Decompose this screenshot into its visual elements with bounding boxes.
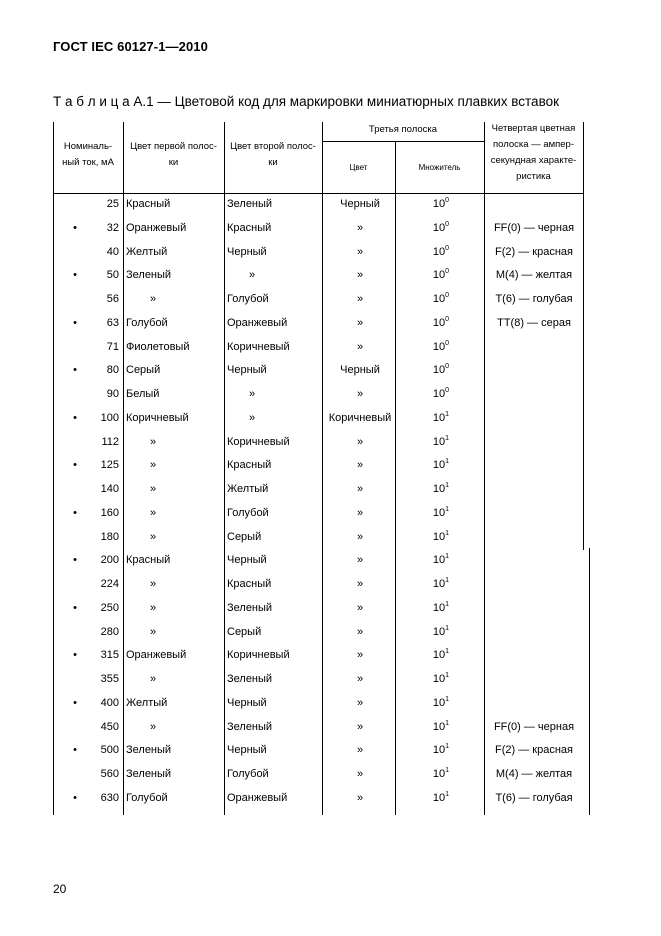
cell-fourth-band: M(4) — желтая bbox=[495, 768, 573, 780]
preferred-value-dot: • bbox=[73, 792, 77, 804]
nominal-value: 25 bbox=[106, 198, 119, 210]
column-divider bbox=[395, 141, 396, 815]
cell-second-band: Голубой bbox=[227, 293, 269, 305]
cell-third-band-color: » bbox=[356, 626, 364, 638]
header-second-band-line: Цвет второй полос- bbox=[230, 141, 316, 152]
cell-first-band: » bbox=[150, 578, 157, 590]
cell-second-band: Зеленый bbox=[227, 602, 273, 614]
preferred-value-dot: • bbox=[73, 222, 77, 234]
cell-multiplier bbox=[398, 387, 484, 401]
cell-third-band-color: » bbox=[356, 388, 364, 400]
cell-nominal bbox=[57, 458, 119, 472]
cell-multiplier bbox=[398, 601, 484, 615]
nominal-value: 200 bbox=[100, 554, 119, 566]
multiplier-exponent: 0 bbox=[445, 316, 450, 323]
nominal-value: 315 bbox=[100, 649, 119, 661]
cell-second-band: Голубой bbox=[227, 768, 269, 780]
cell-second-band: Оранжевый bbox=[227, 792, 288, 804]
cell-third-band-color: » bbox=[356, 317, 364, 329]
cell-second-band: » bbox=[249, 388, 256, 400]
cell-second-band: » bbox=[249, 269, 256, 281]
nominal-value: 180 bbox=[100, 531, 119, 543]
header-bottom-line bbox=[53, 193, 584, 194]
multiplier-base: 10 bbox=[432, 649, 446, 661]
multiplier-base: 10 bbox=[432, 531, 446, 543]
cell-multiplier bbox=[398, 292, 484, 306]
multiplier-base: 10 bbox=[432, 483, 446, 495]
cell-first-band: Желтый bbox=[126, 246, 168, 258]
header-third-multiplier: Множитель bbox=[418, 163, 461, 172]
multiplier-exponent: 0 bbox=[445, 387, 450, 394]
cell-third-band-color: » bbox=[356, 721, 364, 733]
cell-nominal bbox=[57, 363, 119, 377]
table-border-right bbox=[583, 122, 584, 550]
multiplier-exponent: 1 bbox=[445, 743, 450, 750]
cell-fourth-band: M(4) — желтая bbox=[495, 269, 573, 281]
multiplier-base: 10 bbox=[432, 697, 446, 709]
multiplier-base: 10 bbox=[432, 246, 446, 258]
cell-first-band: » bbox=[150, 507, 157, 519]
cell-nominal bbox=[57, 720, 119, 734]
cell-nominal bbox=[57, 245, 119, 259]
nominal-value: 140 bbox=[100, 483, 119, 495]
multiplier-exponent: 0 bbox=[445, 221, 450, 228]
cell-first-band: » bbox=[150, 459, 157, 471]
header-fourth-band bbox=[484, 121, 583, 185]
cell-nominal bbox=[57, 743, 119, 757]
multiplier-exponent: 0 bbox=[445, 292, 450, 299]
preferred-value-dot: • bbox=[73, 649, 77, 661]
multiplier-base: 10 bbox=[432, 768, 446, 780]
cell-third-band-color: » bbox=[356, 269, 364, 281]
nominal-value: 630 bbox=[100, 792, 119, 804]
nominal-value: 71 bbox=[106, 341, 119, 353]
preferred-value-dot: • bbox=[73, 412, 77, 424]
cell-third-band-color: » bbox=[356, 554, 364, 566]
cell-multiplier bbox=[398, 411, 484, 425]
cell-multiplier bbox=[398, 625, 484, 639]
cell-multiplier bbox=[398, 340, 484, 354]
nominal-value: 560 bbox=[100, 768, 119, 780]
cell-second-band: Красный bbox=[227, 578, 272, 590]
cell-third-band-color: » bbox=[356, 531, 364, 543]
cell-nominal bbox=[57, 387, 119, 401]
nominal-value: 90 bbox=[106, 388, 119, 400]
cell-third-band-color: » bbox=[356, 602, 364, 614]
nominal-value: 56 bbox=[106, 293, 119, 305]
multiplier-exponent: 1 bbox=[445, 577, 450, 584]
cell-second-band: Коричневый bbox=[227, 436, 290, 448]
cell-first-band: Зеленый bbox=[126, 744, 172, 756]
cell-multiplier bbox=[398, 245, 484, 259]
multiplier-base: 10 bbox=[432, 222, 446, 234]
cell-first-band: Коричневый bbox=[126, 412, 189, 424]
cell-second-band: » bbox=[249, 412, 256, 424]
nominal-value: 250 bbox=[100, 602, 119, 614]
nominal-value: 160 bbox=[100, 507, 119, 519]
multiplier-exponent: 0 bbox=[445, 197, 450, 204]
multiplier-exponent: 1 bbox=[445, 435, 450, 442]
column-divider bbox=[224, 122, 225, 815]
cell-first-band: Оранжевый bbox=[126, 649, 187, 661]
nominal-value: 224 bbox=[100, 578, 119, 590]
cell-third-band-color: » bbox=[356, 649, 364, 661]
cell-third-band-color: » bbox=[356, 792, 364, 804]
multiplier-exponent: 1 bbox=[445, 553, 450, 560]
cell-multiplier bbox=[398, 221, 484, 235]
multiplier-base: 10 bbox=[432, 744, 446, 756]
multiplier-exponent: 1 bbox=[445, 482, 450, 489]
cell-multiplier bbox=[398, 363, 484, 377]
cell-nominal bbox=[57, 268, 119, 282]
cell-fourth-band: FF(0) — черная bbox=[493, 721, 575, 733]
multiplier-exponent: 1 bbox=[445, 767, 450, 774]
cell-multiplier bbox=[398, 577, 484, 591]
cell-second-band: Черный bbox=[227, 697, 267, 709]
cell-fourth-band: FF(0) — черная bbox=[493, 222, 575, 234]
multiplier-exponent: 1 bbox=[445, 458, 450, 465]
page-number: 20 bbox=[53, 882, 67, 896]
cell-nominal bbox=[57, 292, 119, 306]
nominal-value: 50 bbox=[106, 269, 119, 281]
nominal-value: 40 bbox=[106, 246, 119, 258]
cell-multiplier bbox=[398, 482, 484, 496]
header-first-band-line: Цвет первой полос- bbox=[130, 141, 217, 152]
document-header: ГОСТ IEC 60127-1—2010 bbox=[53, 39, 208, 54]
cell-nominal bbox=[57, 767, 119, 781]
nominal-value: 280 bbox=[100, 626, 119, 638]
cell-multiplier bbox=[398, 720, 484, 734]
cell-first-band: Красный bbox=[126, 198, 171, 210]
preferred-value-dot: • bbox=[73, 269, 77, 281]
cell-fourth-band: F(2) — красная bbox=[495, 246, 573, 258]
cell-second-band: Серый bbox=[227, 531, 262, 543]
cell-first-band: Зеленый bbox=[126, 768, 172, 780]
multiplier-base: 10 bbox=[432, 507, 446, 519]
cell-nominal bbox=[57, 316, 119, 330]
multiplier-exponent: 1 bbox=[445, 601, 450, 608]
table-caption: Т а б л и ц а А.1 — Цветовой код для маркировки миниатюрных плавких вставок bbox=[53, 94, 559, 109]
cell-first-band: Голубой bbox=[126, 317, 168, 329]
cell-second-band: Коричневый bbox=[227, 341, 290, 353]
cell-second-band: Оранжевый bbox=[227, 317, 288, 329]
multiplier-base: 10 bbox=[432, 554, 446, 566]
cell-second-band: Красный bbox=[227, 222, 272, 234]
cell-third-band-color: » bbox=[356, 673, 364, 685]
multiplier-exponent: 1 bbox=[445, 791, 450, 798]
multiplier-exponent: 0 bbox=[445, 363, 450, 370]
multiplier-base: 10 bbox=[432, 626, 446, 638]
multiplier-base: 10 bbox=[432, 198, 446, 210]
cell-first-band: » bbox=[150, 721, 157, 733]
cell-first-band: Красный bbox=[126, 554, 171, 566]
cell-multiplier bbox=[398, 791, 484, 805]
header-divider bbox=[322, 141, 484, 142]
header-nominal-line: Номиналь- bbox=[63, 141, 113, 152]
cell-nominal bbox=[57, 340, 119, 354]
nominal-value: 125 bbox=[100, 459, 119, 471]
header-fourth-band-line: Четвертая цветная bbox=[491, 123, 576, 134]
cell-first-band: » bbox=[150, 602, 157, 614]
multiplier-base: 10 bbox=[432, 436, 446, 448]
multiplier-base: 10 bbox=[432, 602, 446, 614]
cell-first-band: Фиолетовый bbox=[126, 341, 190, 353]
cell-multiplier bbox=[398, 648, 484, 662]
cell-first-band: Белый bbox=[126, 388, 160, 400]
cell-multiplier bbox=[398, 767, 484, 781]
cell-third-band-color: » bbox=[356, 246, 364, 258]
preferred-value-dot: • bbox=[73, 459, 77, 471]
preferred-value-dot: • bbox=[73, 364, 77, 376]
cell-first-band: Желтый bbox=[126, 697, 168, 709]
multiplier-exponent: 1 bbox=[445, 625, 450, 632]
header-fourth-band-line: секундная характе- bbox=[490, 155, 577, 166]
cell-nominal bbox=[57, 553, 119, 567]
cell-third-band-color: Черный bbox=[340, 364, 380, 376]
cell-nominal bbox=[57, 672, 119, 686]
cell-multiplier bbox=[398, 458, 484, 472]
nominal-value: 112 bbox=[101, 436, 119, 448]
multiplier-exponent: 1 bbox=[445, 530, 450, 537]
header-third-band: Третья полоска bbox=[368, 124, 438, 135]
preferred-value-dot: • bbox=[73, 554, 77, 566]
column-divider bbox=[484, 122, 485, 815]
cell-multiplier bbox=[398, 672, 484, 686]
cell-nominal bbox=[57, 506, 119, 520]
cell-multiplier bbox=[398, 435, 484, 449]
preferred-value-dot: • bbox=[73, 602, 77, 614]
cell-fourth-band: TT(8) — серая bbox=[497, 317, 571, 329]
cell-third-band-color: » bbox=[356, 341, 364, 353]
cell-third-band-color: » bbox=[356, 436, 364, 448]
cell-multiplier bbox=[398, 197, 484, 211]
cell-nominal bbox=[57, 601, 119, 615]
cell-third-band-color: » bbox=[356, 768, 364, 780]
cell-second-band: Зеленый bbox=[227, 198, 273, 210]
cell-third-band-color: » bbox=[356, 483, 364, 495]
nominal-value: 500 bbox=[100, 744, 119, 756]
cell-multiplier bbox=[398, 743, 484, 757]
cell-second-band: Коричневый bbox=[227, 649, 290, 661]
nominal-value: 355 bbox=[100, 673, 119, 685]
cell-third-band-color: » bbox=[356, 222, 364, 234]
cell-third-band-color: » bbox=[356, 578, 364, 590]
multiplier-base: 10 bbox=[432, 317, 446, 329]
multiplier-base: 10 bbox=[432, 364, 446, 376]
cell-first-band: » bbox=[150, 673, 157, 685]
cell-nominal bbox=[57, 530, 119, 544]
multiplier-exponent: 1 bbox=[445, 411, 450, 418]
cell-third-band-color: » bbox=[356, 507, 364, 519]
cell-nominal bbox=[57, 435, 119, 449]
multiplier-exponent: 0 bbox=[445, 245, 450, 252]
cell-multiplier bbox=[398, 553, 484, 567]
cell-third-band-color: » bbox=[356, 744, 364, 756]
multiplier-exponent: 1 bbox=[445, 506, 450, 513]
cell-first-band: » bbox=[150, 436, 157, 448]
cell-first-band: » bbox=[150, 483, 157, 495]
cell-second-band: Черный bbox=[227, 744, 267, 756]
table-border-right-lower bbox=[589, 548, 590, 815]
cell-nominal bbox=[57, 411, 119, 425]
multiplier-exponent: 1 bbox=[445, 720, 450, 727]
cell-multiplier bbox=[398, 696, 484, 710]
multiplier-base: 10 bbox=[432, 673, 446, 685]
cell-second-band: Черный bbox=[227, 246, 267, 258]
cell-nominal bbox=[57, 625, 119, 639]
nominal-value: 80 bbox=[106, 364, 119, 376]
multiplier-base: 10 bbox=[432, 721, 446, 733]
cell-third-band-color: » bbox=[356, 293, 364, 305]
cell-multiplier bbox=[398, 506, 484, 520]
cell-first-band: Оранжевый bbox=[126, 222, 187, 234]
multiplier-exponent: 1 bbox=[445, 672, 450, 679]
multiplier-exponent: 1 bbox=[445, 696, 450, 703]
cell-nominal bbox=[57, 197, 119, 211]
cell-first-band: » bbox=[150, 531, 157, 543]
nominal-value: 63 bbox=[106, 317, 119, 329]
cell-second-band: Черный bbox=[227, 364, 267, 376]
multiplier-base: 10 bbox=[432, 578, 446, 590]
cell-fourth-band: T(6) — голубая bbox=[495, 792, 573, 804]
cell-nominal bbox=[57, 696, 119, 710]
preferred-value-dot: • bbox=[73, 744, 77, 756]
cell-nominal bbox=[57, 791, 119, 805]
header-third-color: Цвет bbox=[349, 163, 368, 172]
cell-multiplier bbox=[398, 268, 484, 282]
cell-fourth-band: T(6) — голубая bbox=[495, 293, 573, 305]
preferred-value-dot: • bbox=[73, 507, 77, 519]
cell-third-band-color: » bbox=[356, 459, 364, 471]
header-second-band bbox=[224, 139, 322, 171]
cell-nominal bbox=[57, 482, 119, 496]
header-nominal-line: ный ток, мА bbox=[62, 157, 114, 168]
cell-nominal bbox=[57, 648, 119, 662]
cell-second-band: Желтый bbox=[227, 483, 269, 495]
header-first-band bbox=[123, 139, 224, 171]
multiplier-exponent: 0 bbox=[445, 268, 450, 275]
cell-fourth-band: F(2) — красная bbox=[495, 744, 573, 756]
multiplier-exponent: 1 bbox=[445, 648, 450, 655]
cell-nominal bbox=[57, 221, 119, 235]
cell-third-band-color: Черный bbox=[340, 198, 380, 210]
cell-first-band: » bbox=[150, 293, 157, 305]
cell-second-band: Зеленый bbox=[227, 673, 273, 685]
cell-third-band-color: » bbox=[356, 697, 364, 709]
cell-second-band: Красный bbox=[227, 459, 272, 471]
multiplier-base: 10 bbox=[432, 293, 446, 305]
nominal-value: 100 bbox=[100, 412, 119, 424]
header-first-band-line: ки bbox=[168, 157, 179, 168]
cell-first-band: Зеленый bbox=[126, 269, 172, 281]
cell-third-band-color: Коричневый bbox=[328, 412, 392, 424]
header-second-band-line: ки bbox=[268, 157, 278, 168]
table-border-left bbox=[53, 122, 54, 815]
header-fourth-band-line: полоска — ампер- bbox=[492, 139, 575, 150]
cell-nominal bbox=[57, 577, 119, 591]
cell-first-band: » bbox=[150, 626, 157, 638]
cell-multiplier bbox=[398, 316, 484, 330]
multiplier-base: 10 bbox=[432, 412, 446, 424]
header-nominal bbox=[53, 139, 123, 171]
multiplier-base: 10 bbox=[432, 388, 446, 400]
nominal-value: 400 bbox=[100, 697, 119, 709]
cell-first-band: Серый bbox=[126, 364, 161, 376]
multiplier-exponent: 0 bbox=[445, 340, 450, 347]
cell-second-band: Черный bbox=[227, 554, 267, 566]
cell-first-band: Голубой bbox=[126, 792, 168, 804]
multiplier-base: 10 bbox=[432, 269, 446, 281]
cell-second-band: Серый bbox=[227, 626, 262, 638]
column-divider bbox=[123, 122, 124, 815]
nominal-value: 32 bbox=[106, 222, 119, 234]
cell-multiplier bbox=[398, 530, 484, 544]
multiplier-base: 10 bbox=[432, 459, 446, 471]
nominal-value: 450 bbox=[100, 721, 119, 733]
header-fourth-band-line: ристика bbox=[516, 171, 551, 182]
preferred-value-dot: • bbox=[73, 697, 77, 709]
cell-second-band: Голубой bbox=[227, 507, 269, 519]
preferred-value-dot: • bbox=[73, 317, 77, 329]
multiplier-base: 10 bbox=[432, 792, 446, 804]
multiplier-base: 10 bbox=[432, 341, 446, 353]
cell-second-band: Зеленый bbox=[227, 721, 273, 733]
column-divider bbox=[322, 122, 323, 815]
